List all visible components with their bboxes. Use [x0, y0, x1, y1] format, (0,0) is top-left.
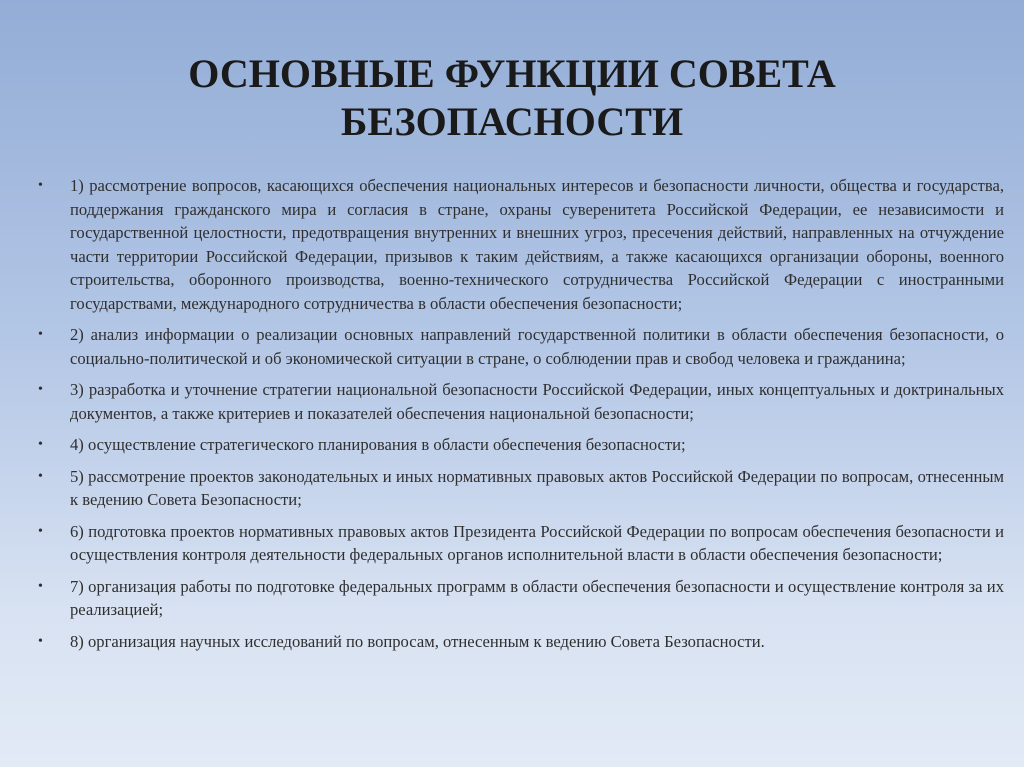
list-item	[38, 378, 1004, 425]
list-item	[38, 630, 1004, 654]
bullet-icon: •	[38, 178, 43, 193]
slide-title-line-1: ОСНОВНЫЕ ФУНКЦИИ СОВЕТА	[188, 51, 836, 96]
list-item	[38, 174, 1004, 315]
bullet-icon: •	[38, 468, 43, 484]
slide-title-line-2: БЕЗОПАСНОСТИ	[340, 99, 684, 144]
list-item-text: 5) рассмотрение проектов законодательных и иных нормативных правовых актов Российской Федерации по вопросам, отнесенным к ведению Совета Безопасности;	[70, 466, 1004, 509]
list-item	[38, 433, 1004, 457]
list-item	[38, 575, 1004, 622]
bullet-icon: •	[38, 578, 43, 594]
list-item-text: 3) разработка и уточнение стратегии национальной безопасности Российской Федерации, иных концептуальных и доктринальных документов, а также критериев и показателей обеспечения национальной безопасности;	[70, 380, 1004, 423]
list-item	[38, 465, 1004, 512]
slide-title	[0, 50, 1024, 146]
bullet-icon: •	[38, 523, 43, 539]
bullet-icon: •	[38, 633, 43, 649]
list-item-text: 4) осуществление стратегического планирования в области обеспечения безопасности;	[70, 435, 686, 454]
bullet-icon: •	[38, 437, 43, 452]
list-item	[38, 520, 1004, 567]
list-item-text: 1) рассмотрение вопросов, касающихся обеспечения национальных интересов и безопасности личности, общества и государства, поддержания гражданского мира и согласия в стране, охраны суверенитета Российской Федерации, ее независимости и государственной целостности, предотвращения внутренних и внешних угроз, пресечения действий, направленных на отчуждение части территории Российской Федерации, призывов к таким действиям, а также касающихся организации обороны, военного строительства, оборонного производства, военно-технического сотрудничества Российской Федерации с иностранными государствами, международного сотрудничества в области обеспечения безопасности;	[70, 176, 1004, 313]
bullet-icon: •	[38, 382, 43, 397]
bullet-icon: •	[38, 327, 43, 342]
list-item	[38, 323, 1004, 370]
list-item-text: 6) подготовка проектов нормативных правовых актов Президента Российской Федерации по вопросам обеспечения безопасности и осуществления контроля деятельности федеральных органов исполнительной власти в области обеспечения безопасности;	[70, 521, 1004, 564]
list-item-text: 7) организация работы по подготовке федеральных программ в области обеспечения безопасности и осуществление контроля за их реализацией;	[70, 576, 1004, 619]
functions-list	[38, 174, 1004, 661]
list-item-text: 8) организация научных исследований по вопросам, отнесенным к ведению Совета Безопасности.	[70, 631, 765, 651]
list-item-text: 2) анализ информации о реализации основных направлений государственной политики в области обеспечения безопасности, о социально-политической и об экономической ситуации в стране, о соблюдении прав и свобод человека и гражданина;	[70, 325, 1004, 368]
